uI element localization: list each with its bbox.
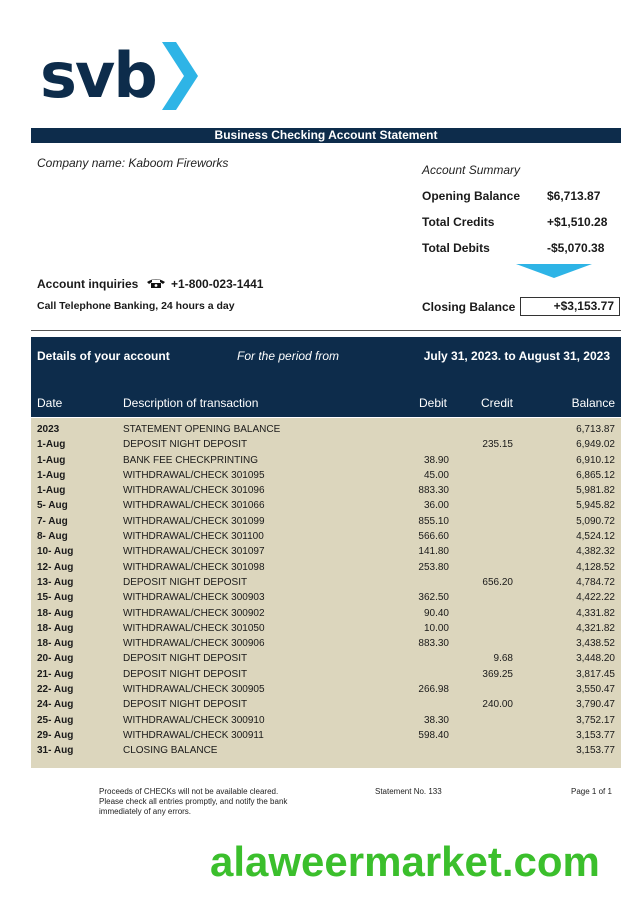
transaction-debit <box>383 697 449 712</box>
table-row <box>31 575 621 590</box>
transaction-date: 24- Aug <box>37 699 74 711</box>
company-name: Company name: Kaboom Fireworks <box>37 156 229 170</box>
transaction-date: 31- Aug <box>37 745 74 757</box>
table-row <box>31 514 621 529</box>
total-credits-label: Total Credits <box>422 215 495 229</box>
transaction-balance: 6,713.87 <box>576 424 615 435</box>
transaction-date: 15- Aug <box>37 592 74 604</box>
statement-title: Business Checking Account Statement <box>31 128 621 143</box>
transaction-credit <box>449 636 513 651</box>
transaction-credit <box>449 468 513 483</box>
transaction-date: 5- Aug <box>37 500 68 512</box>
transaction-debit: 266.98 <box>418 684 449 696</box>
inquiries-label: Account inquiries <box>37 277 139 291</box>
transaction-date: 18- Aug <box>37 607 74 619</box>
transaction-debit: 883.30 <box>418 485 449 497</box>
table-row <box>31 468 621 483</box>
transaction-credit <box>449 453 513 468</box>
statement-number: Statement No. 133 <box>375 787 442 796</box>
transaction-credit <box>449 606 513 621</box>
transaction-description: WITHDRAWAL/CHECK 300903 <box>123 592 265 604</box>
transaction-description: WITHDRAWAL/CHECK 301097 <box>123 546 265 558</box>
transaction-credit <box>449 514 513 529</box>
closing-balance-label: Closing Balance <box>422 300 516 314</box>
transaction-debit: 45.00 <box>423 469 449 481</box>
transaction-description: WITHDRAWAL/CHECK 300905 <box>123 684 265 696</box>
transaction-credit <box>449 621 513 636</box>
transaction-debit: 38.30 <box>423 714 449 726</box>
transaction-debit <box>383 575 449 590</box>
arrow-down-icon <box>516 264 592 278</box>
column-header-debit: Debit <box>419 396 448 410</box>
total-debits-label: Total Debits <box>422 241 490 255</box>
transaction-description: WITHDRAWAL/CHECK 300902 <box>123 607 265 619</box>
column-header-balance: Balance <box>571 396 615 410</box>
transaction-debit: 38.90 <box>423 454 449 466</box>
transaction-balance: 4,331.82 <box>576 607 615 619</box>
account-details-header <box>31 337 621 417</box>
transaction-debit <box>383 437 449 452</box>
transaction-date: 1-Aug <box>37 469 66 481</box>
transaction-balance: 5,945.82 <box>576 500 615 512</box>
table-row <box>31 422 621 437</box>
transaction-date: 22- Aug <box>37 684 74 696</box>
transaction-date: 20- Aug <box>37 653 74 665</box>
transaction-balance: 3,153.77 <box>576 745 615 757</box>
transaction-description: WITHDRAWAL/CHECK 300906 <box>123 638 265 650</box>
transaction-debit: 855.10 <box>418 515 449 527</box>
total-debits-value: -$5,070.38 <box>547 241 605 255</box>
transaction-description: CLOSING BALANCE <box>123 745 218 757</box>
transaction-debit: 10.00 <box>423 622 449 634</box>
table-row <box>31 590 621 605</box>
table-row <box>31 697 621 712</box>
transaction-balance: 3,790.47 <box>576 699 615 711</box>
details-title: Details of your account <box>37 349 170 363</box>
transaction-description: WITHDRAWAL/CHECK 301066 <box>123 500 265 512</box>
table-row <box>31 728 621 743</box>
transaction-credit: 656.20 <box>482 576 513 588</box>
transaction-date: 12- Aug <box>37 561 74 573</box>
table-row <box>31 713 621 728</box>
phone-icon <box>146 277 166 289</box>
table-row <box>31 621 621 636</box>
page-number: Page 1 of 1 <box>571 787 612 796</box>
transaction-balance: 4,128.52 <box>576 561 615 573</box>
table-row <box>31 743 621 758</box>
column-header-credit: Credit <box>481 396 514 410</box>
transaction-date: 29- Aug <box>37 729 74 741</box>
transaction-description: WITHDRAWAL/CHECK 301096 <box>123 485 265 497</box>
table-row <box>31 437 621 452</box>
transaction-balance: 4,784.72 <box>576 576 615 588</box>
transactions-body <box>31 422 621 759</box>
svb-logo <box>40 36 200 116</box>
column-header-date: Date <box>37 396 63 410</box>
transaction-date: 1-Aug <box>37 454 66 466</box>
transaction-description: STATEMENT OPENING BALANCE <box>123 424 281 435</box>
transaction-description: BANK FEE CHECKPRINTING <box>123 454 259 466</box>
transaction-credit: 9.68 <box>493 653 513 665</box>
transaction-credit <box>449 483 513 498</box>
table-row <box>31 453 621 468</box>
transaction-date: 1-Aug <box>37 439 66 451</box>
transaction-date: 10- Aug <box>37 546 74 558</box>
transaction-balance: 3,153.77 <box>576 729 615 741</box>
transaction-balance: 6,949.02 <box>576 439 615 451</box>
transaction-debit: 90.40 <box>423 607 449 619</box>
transaction-description: WITHDRAWAL/CHECK 301095 <box>123 469 265 481</box>
table-row <box>31 667 621 682</box>
transaction-debit: 883.30 <box>418 638 449 650</box>
period-label: For the period from <box>237 349 340 363</box>
transaction-credit <box>449 743 513 758</box>
table-row <box>31 560 621 575</box>
transaction-debit: 36.00 <box>423 500 449 512</box>
account-summary <box>422 163 622 255</box>
transaction-credit: 240.00 <box>482 699 513 711</box>
transaction-balance: 4,321.82 <box>576 622 615 634</box>
transaction-balance: 4,382.32 <box>576 546 615 558</box>
table-row <box>31 682 621 697</box>
transaction-credit <box>449 498 513 513</box>
transaction-date: 1-Aug <box>37 485 66 497</box>
transaction-balance: 4,524.12 <box>576 531 615 543</box>
transaction-description: DEPOSIT NIGHT DEPOSIT <box>123 439 248 451</box>
watermark: alaweermarket.com <box>210 838 600 885</box>
table-row <box>31 636 621 651</box>
column-header-description: Description of transaction <box>123 396 259 410</box>
transaction-balance: 3,752.17 <box>576 714 615 726</box>
divider <box>31 330 621 331</box>
transaction-balance: 5,090.72 <box>576 515 615 527</box>
transaction-description: WITHDRAWAL/CHECK 301100 <box>123 531 264 543</box>
transaction-description: DEPOSIT NIGHT DEPOSIT <box>123 653 248 665</box>
transaction-balance: 3,817.45 <box>576 668 615 680</box>
closing-balance-value: +$3,153.77 <box>520 297 620 316</box>
transaction-description: DEPOSIT NIGHT DEPOSIT <box>123 699 248 711</box>
summary-title: Account Summary <box>422 163 521 177</box>
table-row <box>31 651 621 666</box>
transactions-table <box>31 418 621 768</box>
transaction-description: WITHDRAWAL/CHECK 301050 <box>123 622 265 634</box>
transaction-date: 2023 <box>37 424 60 435</box>
transaction-debit: 141.80 <box>418 546 449 558</box>
total-credits-value: +$1,510.28 <box>547 215 608 229</box>
logo-text: svb <box>40 39 156 112</box>
transaction-credit <box>449 713 513 728</box>
table-row <box>31 483 621 498</box>
transaction-credit <box>449 422 513 437</box>
footer-notice: Proceeds of CHECKs will not be available cleared. Please check all entries promptly, and notify the bank immediately of any errors. <box>99 787 288 816</box>
transaction-debit: 598.40 <box>418 729 449 741</box>
transaction-debit <box>383 651 449 666</box>
transaction-date: 18- Aug <box>37 638 74 650</box>
phone-number: +1-800-023-1441 <box>171 277 264 291</box>
chevron-right-icon <box>160 38 200 114</box>
transaction-balance: 6,910.12 <box>576 454 615 466</box>
transaction-balance: 3,550.47 <box>576 684 615 696</box>
transaction-credit <box>449 682 513 697</box>
transaction-balance: 4,422.22 <box>576 592 615 604</box>
table-row <box>31 498 621 513</box>
opening-balance-label: Opening Balance <box>422 189 521 203</box>
table-row <box>31 544 621 559</box>
transaction-credit <box>449 560 513 575</box>
transaction-balance: 3,438.52 <box>576 638 615 650</box>
transaction-description: WITHDRAWAL/CHECK 301099 <box>123 515 265 527</box>
transaction-description: WITHDRAWAL/CHECK 300911 <box>123 729 264 741</box>
transaction-credit <box>449 728 513 743</box>
transaction-date: 8- Aug <box>37 531 68 543</box>
transaction-date: 18- Aug <box>37 622 74 634</box>
transaction-debit: 566.60 <box>418 531 449 543</box>
transaction-date: 7- Aug <box>37 515 68 527</box>
transaction-description: DEPOSIT NIGHT DEPOSIT <box>123 668 248 680</box>
transaction-balance: 5,981.82 <box>576 485 615 497</box>
transaction-credit: 369.25 <box>482 668 513 680</box>
transaction-description: DEPOSIT NIGHT DEPOSIT <box>123 576 248 588</box>
transaction-description: WITHDRAWAL/CHECK 301098 <box>123 561 265 573</box>
transaction-debit <box>383 743 449 758</box>
table-row <box>31 606 621 621</box>
table-row <box>31 529 621 544</box>
transaction-debit: 362.50 <box>418 592 449 604</box>
transaction-date: 25- Aug <box>37 714 74 726</box>
transaction-balance: 6,865.12 <box>576 469 615 481</box>
transaction-credit <box>449 529 513 544</box>
statement-period: July 31, 2023. to August 31, 2023 <box>423 349 610 363</box>
transaction-credit <box>449 544 513 559</box>
telephone-banking-note: Call Telephone Banking, 24 hours a day <box>37 300 235 312</box>
transaction-description: WITHDRAWAL/CHECK 300910 <box>123 714 265 726</box>
transaction-date: 13- Aug <box>37 576 74 588</box>
account-inquiries <box>37 277 263 291</box>
transaction-debit <box>383 667 449 682</box>
transaction-debit <box>383 422 449 437</box>
transaction-date: 21- Aug <box>37 668 74 680</box>
transaction-credit <box>449 590 513 605</box>
opening-balance-value: $6,713.87 <box>547 189 601 203</box>
transaction-debit: 253.80 <box>418 561 449 573</box>
transaction-balance: 3,448.20 <box>576 653 615 665</box>
transaction-credit: 235.15 <box>482 439 513 451</box>
